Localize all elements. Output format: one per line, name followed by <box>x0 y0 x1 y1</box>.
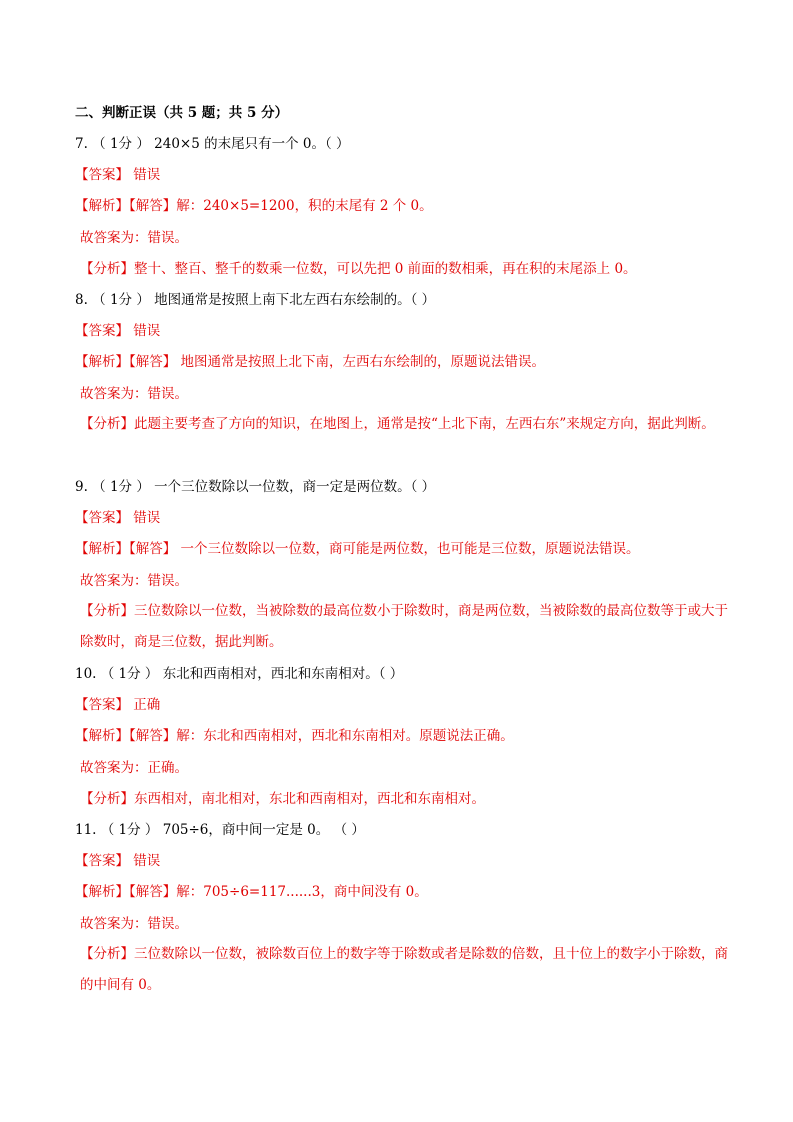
conclusion-line: 故答案为：错误。 <box>80 230 188 246</box>
analysis-solution-line: 【解析】【解答】 一个三位数除以一位数，商可能是两位数，也可能是三位数，原题说法错误。 <box>75 541 640 557</box>
section-title: 二、判断正误（共 5 题；共 5 分） <box>75 105 289 121</box>
analysis-note-line: 【分析】此题主要考查了方向的知识，在地图上，通常是按“上北下南，左西右东”来规定方向，据此判断。 <box>80 416 715 432</box>
analysis-solution-line: 【解析】【解答】解：705÷6=117......3，商中间没有 0。 <box>75 884 428 900</box>
answer-line: 【答案】 正确 <box>75 697 161 713</box>
analysis-solution-line: 【解析】【解答】解：240×5=1200，积的末尾有 2 个 0。 <box>75 198 433 214</box>
analysis-note-line: 【分析】三位数除以一位数，当被除数的最高位数小于除数时，商是两位数，当被除数的最高位数等于或大于除数时，商是三位数，据此判断。 <box>80 603 728 650</box>
answer-line: 【答案】 错误 <box>75 167 161 183</box>
analysis-note-line: 【分析】三位数除以一位数，被除数百位上的数字等于除数或者是除数的倍数，且十位上的数字小于除数，商的中间有 0。 <box>80 946 728 993</box>
analysis-solution-line: 【解析】【解答】 地图通常是按照上北下南，左西右东绘制的，原题说法错误。 <box>75 354 546 370</box>
answer-line: 【答案】 错误 <box>75 323 161 339</box>
question-text: 10. （ 1分 ） 东北和西南相对，西北和东南相对。（ ） <box>75 666 404 682</box>
question-text: 7. （ 1分 ） 240×5 的末尾只有一个 0。（ ） <box>75 136 350 152</box>
conclusion-line: 故答案为：错误。 <box>80 916 188 932</box>
question-text: 11. （ 1分 ） 705÷6，商中间一定是 0。 （ ） <box>75 822 365 838</box>
answer-line: 【答案】 错误 <box>75 853 161 869</box>
analysis-note-line: 【分析】东西相对，南北相对，东北和西南相对，西北和东南相对。 <box>80 791 485 807</box>
question-text: 9. （ 1分 ） 一个三位数除以一位数，商一定是两位数。（ ） <box>75 479 436 495</box>
question-text: 8. （ 1分 ） 地图通常是按照上南下北左西右东绘制的。（ ） <box>75 292 436 308</box>
conclusion-line: 故答案为：错误。 <box>80 573 188 589</box>
conclusion-line: 故答案为：正确。 <box>80 760 188 776</box>
analysis-note-line: 【分析】整十、整百、整千的数乘一位数，可以先把 0 前面的数相乘，再在积的末尾添上 0。 <box>80 261 637 277</box>
analysis-solution-line: 【解析】【解答】解：东北和西南相对，西北和东南相对。原题说法正确。 <box>75 728 514 744</box>
conclusion-line: 故答案为：错误。 <box>80 386 188 402</box>
answer-line: 【答案】 错误 <box>75 510 161 526</box>
